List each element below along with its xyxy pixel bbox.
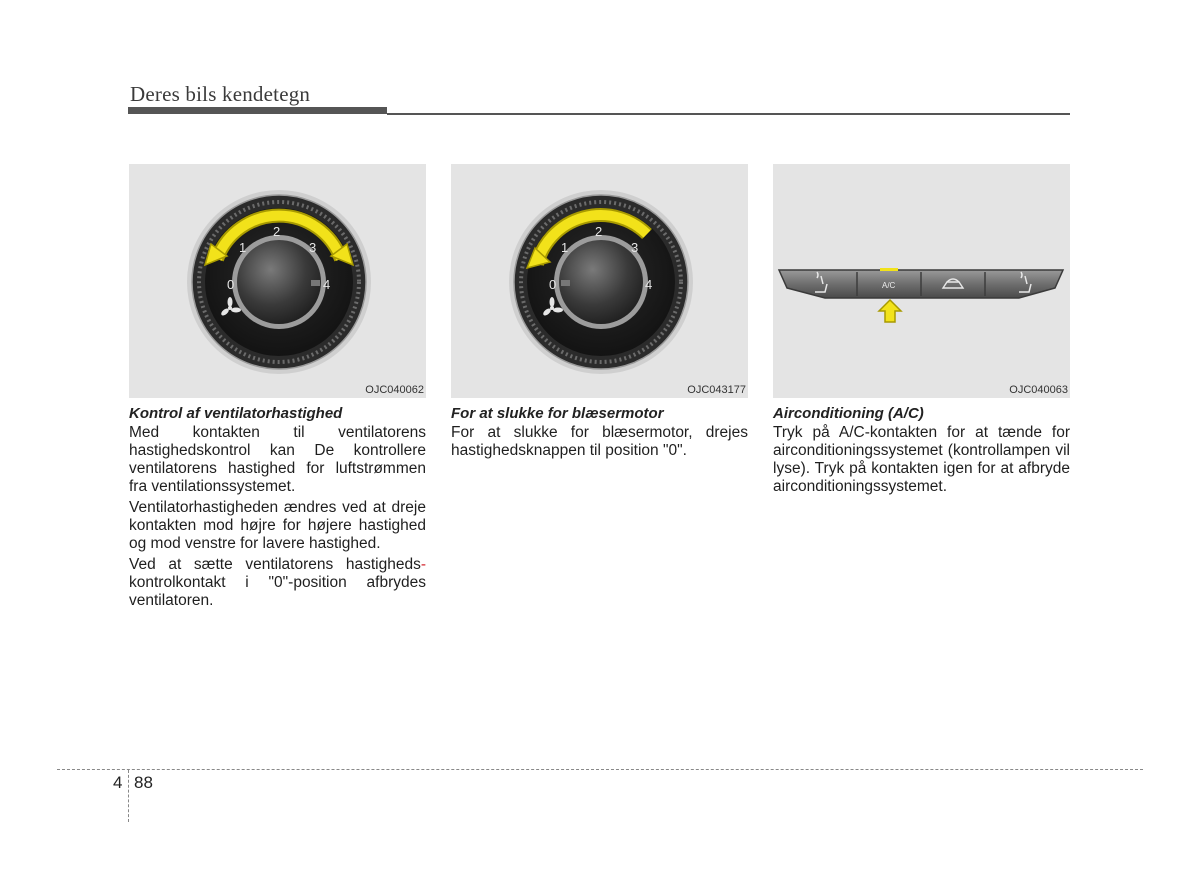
footer-rule (57, 769, 1143, 770)
column-air-conditioning (773, 164, 1070, 499)
fan-dial-illustration (129, 164, 426, 398)
chapter-number: 4 (113, 773, 123, 792)
figure-blower-off-dial (451, 164, 748, 398)
paragraph (129, 556, 426, 610)
dial-label-3: 3 (631, 240, 639, 255)
footer-divider (128, 770, 129, 822)
column-fan-speed (129, 164, 426, 613)
figure-fan-speed-dial (129, 164, 426, 398)
paragraph: Ventilatorhastigheden ændres ved at dreje kontakten mod højre for højere hastighed og mod venstre for lavere hastighed. (129, 499, 426, 552)
header-rule-thick (128, 107, 387, 114)
paragraph: Med kontakten til ventilatorens hastighedskontrol kan De kontrollere ventilatorens hastighed for luftstrømmen fra ventilationssystemet. (129, 424, 426, 495)
dial-label-2: 2 (273, 224, 281, 239)
dial-label-4: 4 (645, 277, 653, 292)
dial-label-2: 2 (595, 224, 603, 239)
knob-pointer (311, 280, 320, 286)
figure-code: OJC040063 (1009, 384, 1068, 396)
column-blower-off (451, 164, 748, 463)
paragraph: For at slukke for blæsermotor, drejes hastighedsknappen til position "0". (451, 424, 748, 459)
dial-label-4: 4 (323, 277, 331, 292)
section-heading: Kontrol af ventilatorhastighed (129, 405, 343, 422)
paragraph: Tryk på A/C-kontakten for at tænde for airconditioningssystemet (kontrollampen vil lyse). Tryk på kontakten igen for at afbryde airconditioningssystemet. (773, 424, 1070, 495)
dial-label-0: 0 (549, 277, 557, 292)
ac-indicator-lamp (880, 268, 898, 271)
paragraph-text-start: Ved at sætte ventilatorens hastigheds (129, 556, 421, 573)
dial-label-0: 0 (227, 277, 235, 292)
figure-code: OJC040062 (365, 384, 424, 396)
dial-label-1: 1 (561, 240, 569, 255)
figure-ac-button (773, 164, 1070, 398)
page-number: 88 (134, 773, 153, 792)
blower-dial-illustration (451, 164, 748, 398)
chapter-title: Deres bils kendetegn (130, 82, 311, 106)
ac-panel-illustration (773, 164, 1070, 398)
figure-code: OJC043177 (687, 384, 746, 396)
section-heading: Airconditioning (A/C) (773, 405, 924, 422)
paragraph-text-end: kontrolkontakt i "0"-position afbrydes ventilatoren. (129, 574, 426, 609)
yellow-pointer-arrow (879, 300, 901, 322)
section-heading: For at slukke for blæsermotor (451, 405, 664, 422)
dial-label-1: 1 (239, 240, 247, 255)
ac-button-label: A/C (882, 281, 896, 290)
hyphen-mark: - (420, 556, 426, 573)
dial-label-3: 3 (309, 240, 317, 255)
knob-pointer (561, 280, 570, 286)
header-rule-thin (387, 113, 1070, 115)
